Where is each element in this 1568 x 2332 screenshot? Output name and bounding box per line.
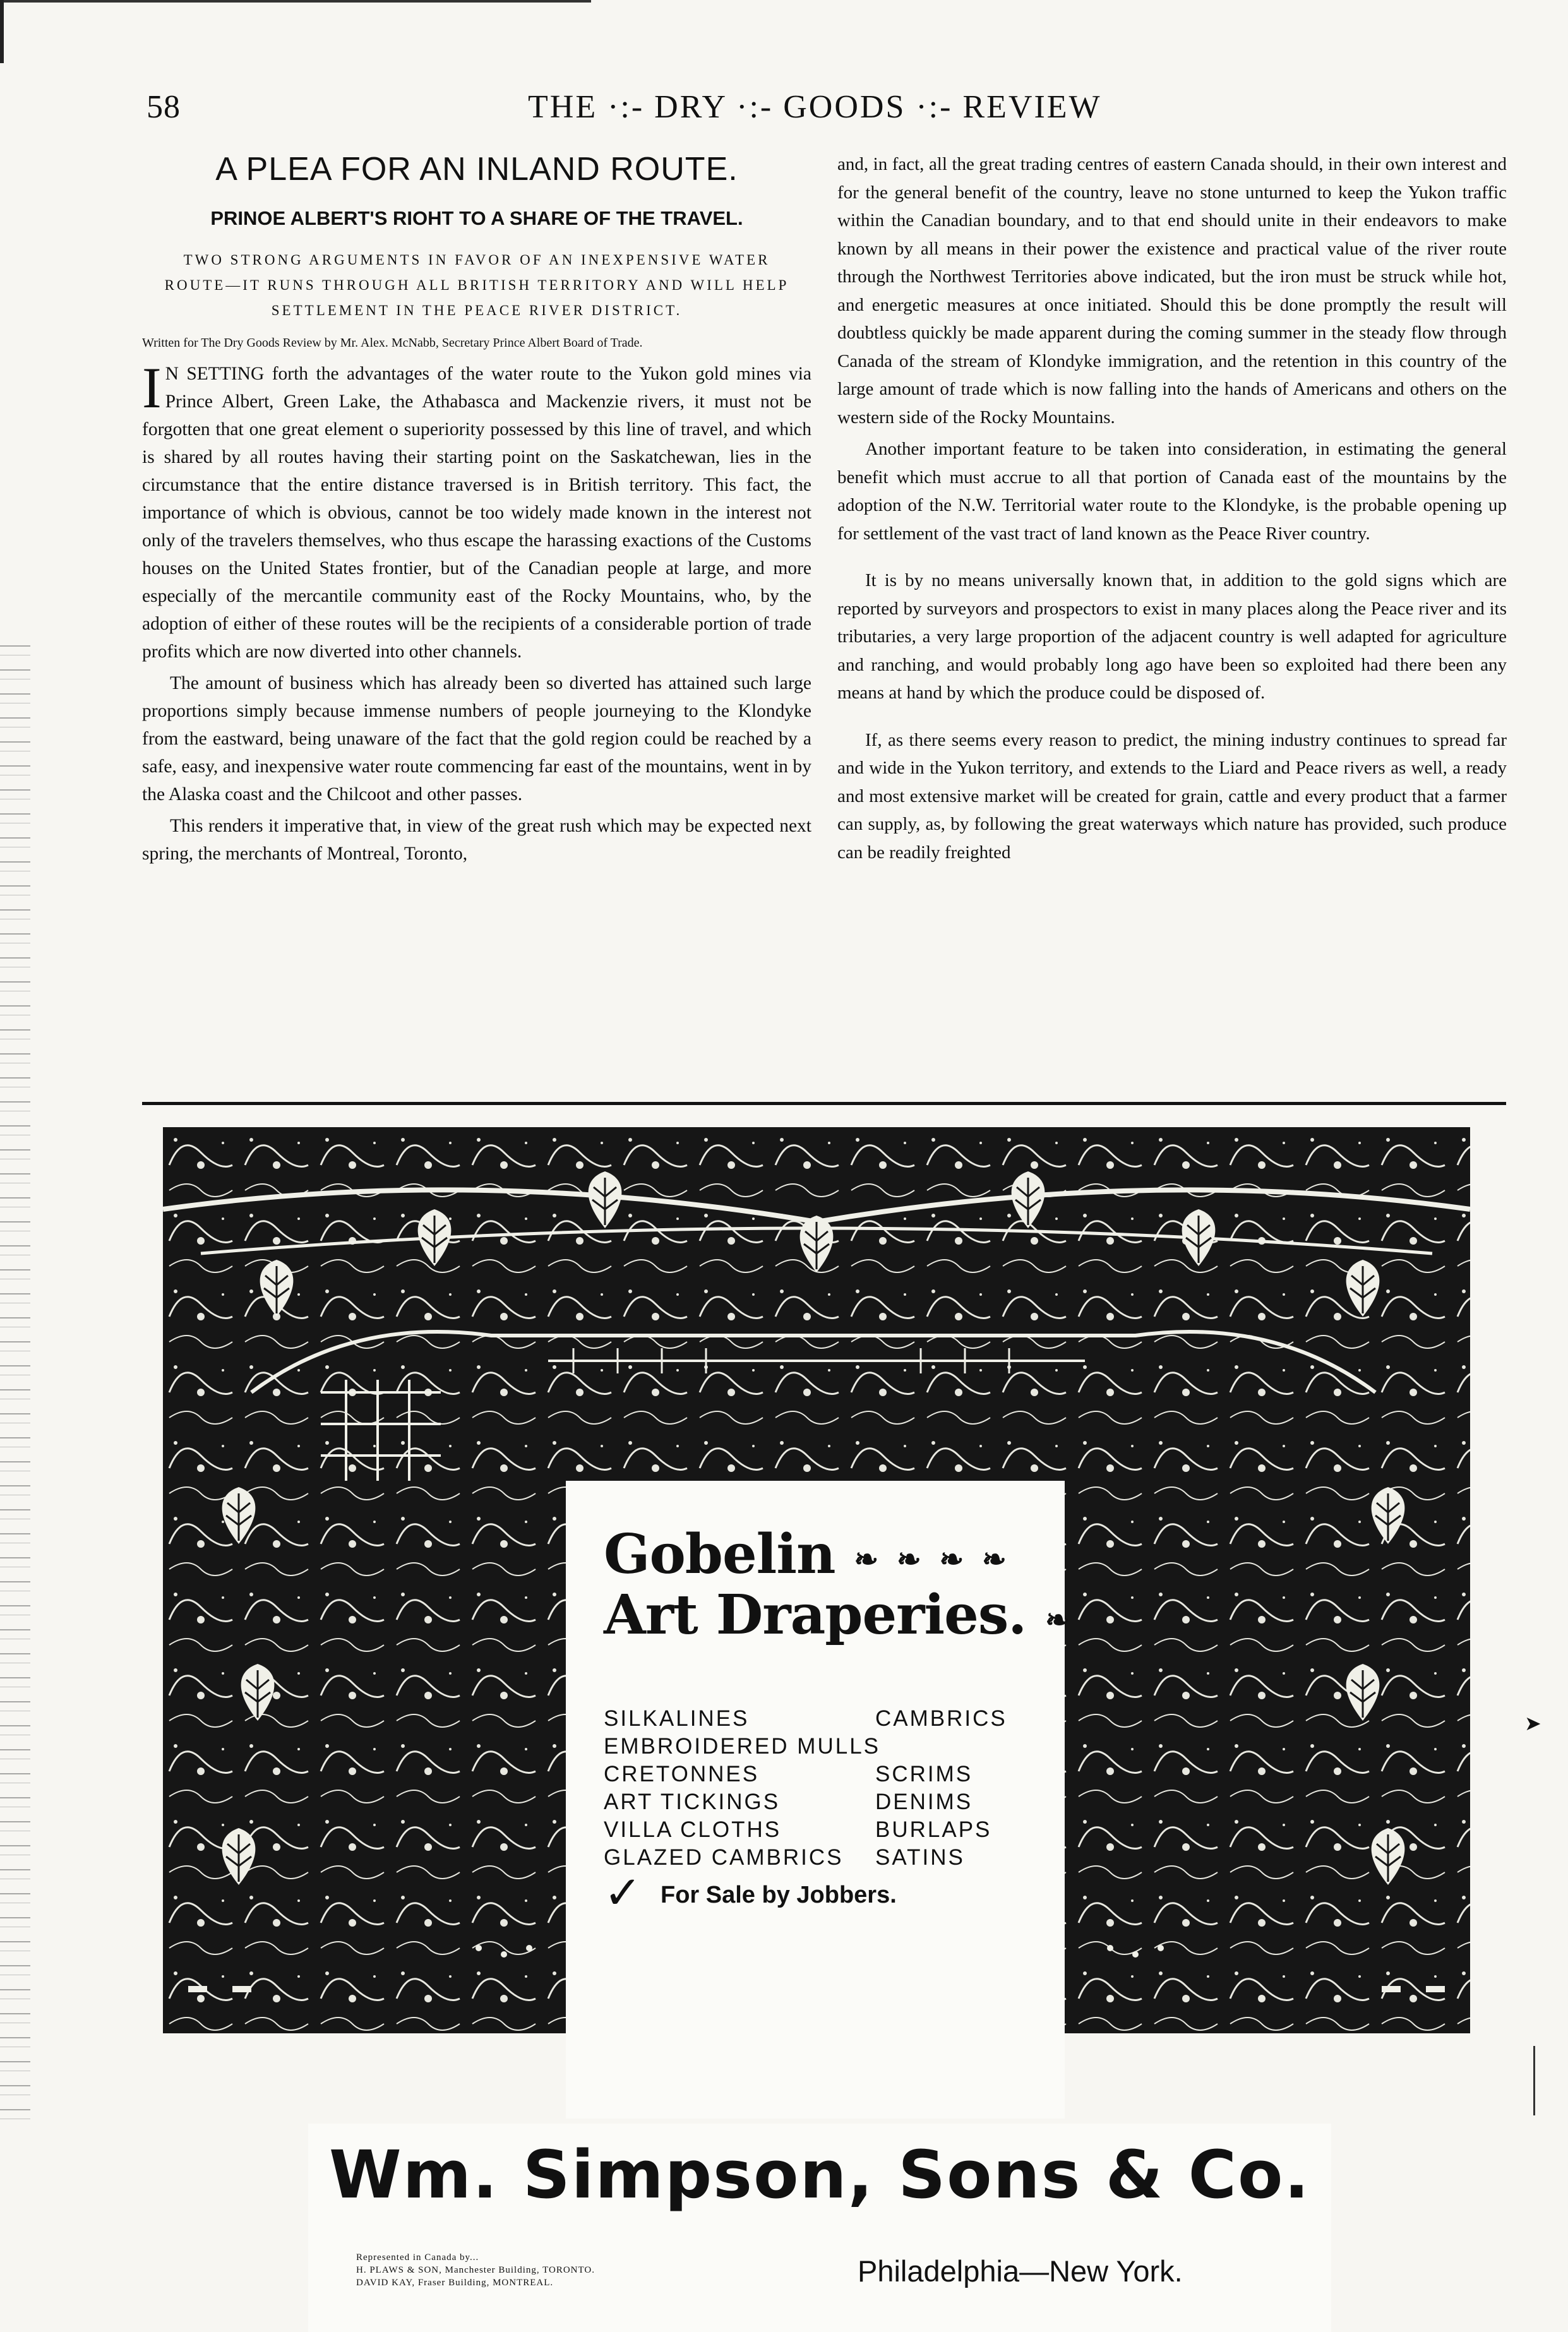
section-divider [142,1102,1506,1105]
ad-product-item: SCRIMS [875,1762,973,1786]
ad-product-item: CRETONNES [604,1762,760,1786]
ad-product-row [604,1816,1033,1844]
ad-product-item: GLAZED CAMBRICS [604,1845,844,1870]
leaf-ornament-icon: ❧ [939,1541,964,1576]
article-paragraph [142,356,811,666]
ad-company-name: Wm. Simpson, Sons & Co. [329,2136,1310,2213]
article-paragraph: This renders it imperative that, in view of the great rush which may be expected next spring, the merchants of Montreal, Toronto, [142,816,811,864]
ad-product-row [604,1705,1033,1733]
ad-product-list [604,1705,1033,1872]
handwritten-check-icon: ✓ [604,1866,642,1919]
article-byline: Written for The Dry Goods Review by Mr. Alex. McNabb, Secretary Prince Albert Board of Trade. [142,336,643,350]
leaf-ornament-icon: ❧ [897,1541,921,1576]
article-right-column [837,150,1507,866]
ad-cities: Philadelphia—New York. [858,2254,1183,2288]
drop-cap: I [142,356,162,420]
ad-product-row [604,1761,1033,1788]
article-paragraph: It is by no means universally known that, in addition to the gold signs which are reported by surveyors and prospectors to exist in many places along the Peace river and its tributaries, a very large proportion of the adjacent country is well adapted for agriculture and ranching, and would probably long ago have been so exploited had there been any means at hand by which the produce could be disposed of. [837,570,1507,703]
ad-title-line-2 [604,1583,1069,1648]
article-deck: TWO STRONG ARGUMENTS IN FAVOR OF AN INEXPENSIVE WATER ROUTE—IT RUNS THROUGH ALL BRITISH TERRITORY AND WILL HELP SETTLEMENT IN THE PEACE RIVER DISTRICT. [164,252,789,318]
article-paragraph: and, in fact, all the great trading centres of eastern Canada should, in their own interest and for the general benefit of the country, leave no stone unturned to keep the Yukon traffic within the Canadian boundary, and to that end should unite in their endeavors to make known by all means in their power the existence and practical value of the river route through the Northwest Territories above indicated, but the iron must be struck while hot, and energetic measures at once initiated. Should this be done promptly the result will doubtless quickly be made apparent during the coming summer in the steady flow through Canada of the stream of Klondyke immigration, and the retention in this country of the large amount of trade which is now falling into the hands of Americans and others on the western side of the Rocky Mountains. [837,154,1507,428]
ad-for-sale-note: For Sale by Jobbers. [661,1882,897,1908]
ad-title-line-1 [604,1522,1006,1588]
ad-product-row [604,1733,1033,1761]
article-headline: A PLEA FOR AN INLAND ROUTE. [215,151,738,188]
article-paragraph: If, as there seems every reason to predict, the mining industry continues to spread far and wide in the Yukon territory, and extends to the Liard and Peace rivers as well, a ready and most extensive market will be created for grain, cattle and every product that a farmer can supply, as, by following the great waterways which nature has provided, such produce can be readily freighted [837,729,1507,863]
ad-representatives [356,2251,748,2289]
ad-product-item: CAMBRICS [875,1706,1007,1731]
ad-company-banner [308,2124,1331,2332]
ad-product-item: EMBROIDERED MULLS [604,1734,881,1759]
ad-rep-line: H. PLAWS & SON, Manchester Building, TORONTO. [356,2265,595,2275]
article-subhead: PRINOE ALBERT'S RIOHT TO A SHARE OF THE TRAVEL. [210,207,743,229]
scan-edge-line [1533,2046,1535,2115]
article-left-column [142,150,811,868]
ad-product-row [604,1788,1033,1816]
ad-product-item: DENIMS [875,1790,973,1814]
running-head: THE ·:- DRY ·:- GOODS ·:- REVIEW [528,89,1102,125]
ad-product-item: SILKALINES [604,1706,750,1731]
ad-product-row [604,1844,1033,1872]
ad-title-text: Art Draperies. [604,1583,1027,1647]
advertisement [163,1127,1470,2288]
stray-arrow-icon: ➤ [1524,1712,1541,1735]
ad-product-item: BURLAPS [875,1817,992,1842]
leaf-ornament-icon: ❧ [1045,1602,1069,1637]
ad-rep-line: DAVID KAY, Fraser Building, MONTREAL. [356,2278,554,2288]
ad-title-text: Gobelin [604,1522,835,1586]
leaf-ornament-icon: ❧ [854,1541,878,1576]
ad-product-panel [566,1481,1069,2119]
article-paragraph: Another important feature to be taken into consideration, in estimating the general benefit which must accrue to all that portion of Canada east of the mountains by the adoption of the N.W. Territorial water route to the Klondyke, is the probable opening up for settlement of the vast tract of land known as the Peace River country. [837,439,1507,544]
ad-product-item: SATINS [875,1845,965,1870]
top-edge-rule [4,0,591,3]
leaf-ornament-icon: ❧ [982,1541,1006,1576]
page-edge-rule [0,0,4,63]
scan-edge-noise [0,631,30,2120]
ad-product-item: ART TICKINGS [604,1790,781,1814]
ad-product-item: VILLA CLOTHS [604,1817,782,1842]
article-paragraph: The amount of business which has already been so diverted has attained such large proportions simply because immense numbers of people journeying to the Klondyke from the eastward, being unaware of the fact that the gold region could be reached by a safe, easy, and inexpensive water route commencing far east of the mountains, went in by the Alaska coast and the Chilcoot and other passes. [142,673,811,804]
page-number: 58 [147,89,181,125]
paragraph-text: N SETTING forth the advantages of the water route to the Yukon gold mines via Prince Albert, Green Lake, the Athabasca and Mackenzie rivers, it must not be forgotten that one great element o superiority possessed by this line of travel, and which is shared by all routes having their starting point on the Saskatchewan, lies in the circumstance that the entire distance traversed is in British territory. This fact, the importance of which is obvious, cannot be too widely made known in the interest not only of the travelers themselves, who thus escape the harassing exactions of the Customs houses on the United States frontier, but of the Canadian people at large, and more especially of the mercantile community east of the Rocky Mountains, who, by the adoption of either of these routes will be the recipients of a considerable portion of trade profits which are now diverted into other channels. [142,364,811,662]
ad-rep-line: Represented in Canada by... [356,2252,479,2263]
